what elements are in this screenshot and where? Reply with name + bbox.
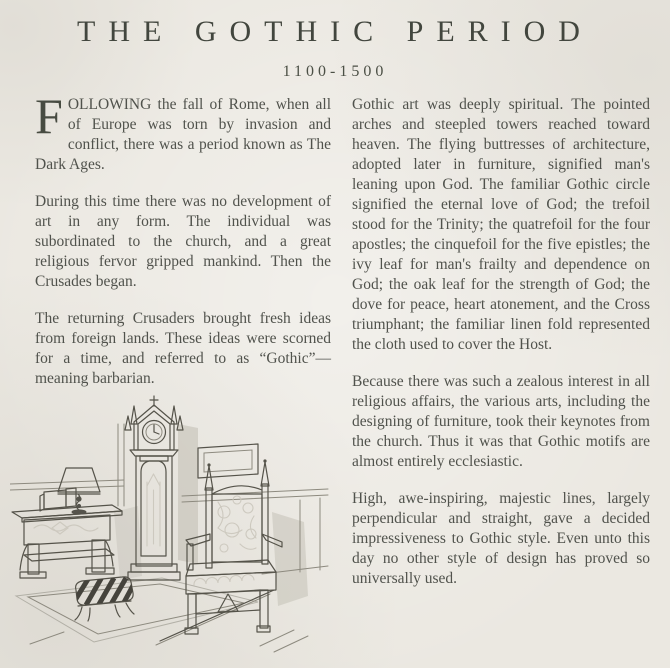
paragraph: [35, 88, 331, 175]
desk: [12, 505, 122, 578]
paragraph-text: OLLOWING the fall of Rome, when all of Europe was torn by invasion and conflict, there was a period known as The Dark Ages.: [35, 96, 331, 173]
page-subtitle: 1100-1500: [282, 63, 388, 80]
paragraph: Because there was such a zealous interest in all religious affairs, the various arts, including the designing of furniture, took their keynotes from the church. Thus it was that Gothic motifs are almost entirely ecclesiastic.: [352, 373, 650, 470]
right-column: [352, 95, 650, 606]
chair-back-carving: [218, 496, 256, 552]
gothic-room-illustration: [10, 394, 330, 666]
drop-cap: F: [35, 88, 63, 144]
page-title: THE GOTHIC PERIOD: [77, 15, 593, 48]
chair-wall-shadow: [272, 512, 308, 606]
paragraph: Gothic art was deeply spiritual. The pointed arches and steepled towers reached toward heaven. The flying buttresses of architecture, adopted later in furniture, signified man's leaning upon God. The familiar Gothic circle signified the eternal love of God; the trefoil stood for the Trinity; the quatrefoil for the four apostles; the cinquefoil for the five epistles; the ivy leaf for man's frailty and dependence on God; the oak leaf for the strength of God; the dove for peace, heart atonement, and the Cross triumphant; the familiar linen fold represented the cloth used to cover the Host.: [352, 96, 650, 353]
floor-hatching: [30, 630, 308, 652]
left-column: [35, 88, 331, 406]
picture-frame: [198, 444, 258, 478]
paragraph: The returning Crusaders brought fresh ideas from foreign lands. These ideas were scorned for a time, and referred to as “Gothic”—meaning barbarian.: [35, 310, 331, 387]
paragraph: High, awe-inspiring, majestic lines, largely perpendicular and straight, gave a decided impressiveness to Gothic style. Even unto this day no other style of design has proved so universally used.: [352, 490, 650, 587]
paragraph: During this time there was no development of art in any form. The individual was subordinated to the church, and a great religious fervor gripped mankind. Then the Crusades began.: [35, 193, 331, 290]
desk-wall-shadow: [114, 506, 142, 580]
